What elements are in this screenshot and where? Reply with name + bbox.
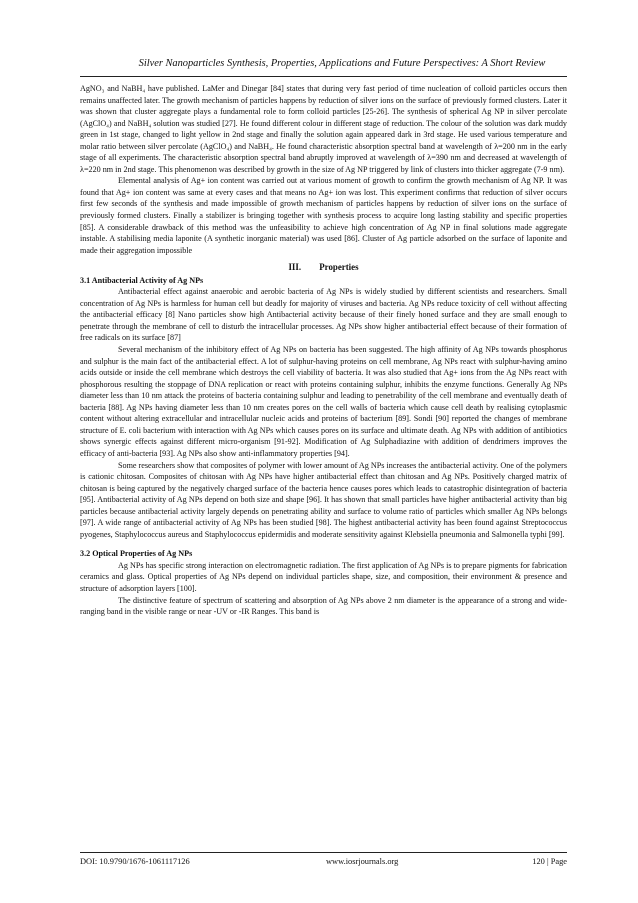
paragraph-antibacterial-effect: Antibacterial effect against anaerobic and aerobic bacteria of Ag NPs is widely studied by different scientists and researchers. Small concentration of Ag NPs is harmless for human cell but deadly for majority of viruses and bacteria. Ag NPs reduce toxicity of cell without affecting the antibacterial efficacy [8] Nano particles show high Antibacterial activity because of their finely honed surface and they are small enough to penetrate through the membrane of cell to disturb the intracellular processes. Ag NPs show higher antibacterial effect because of their formation of free radicals on its surface [87]: [80, 287, 567, 343]
subsection-heading-optical: 3.2 Optical Properties of Ag NPs: [80, 549, 193, 559]
running-header: Silver Nanoparticles Synthesis, Properties, Applications and Future Perspectives: A Short Review: [138, 58, 546, 69]
footer-doi: DOI: 10.9790/1676-1061117126: [80, 857, 190, 866]
paragraph-elemental-analysis: Elemental analysis of Ag+ ion content was carried out at various moment of growth to confirm the growth mechanism of Ag NP. It was found that Ag+ ion content was same at every cases and that means no Ag+ ion was lost. This experiment confirms that reduction of silver occurs first few seconds of the synthesis and made impossible of growth mechanism of particles happens by reduction of silver ions on the surface of previously formed clusters. Finally a stabilizer is bringing together with synthesis process to acquire long lasting stability and specific properties [85]. A considerable drawback of this method was the unfeasibility to achieve high concentration of Ag NP in final solutions made aggregate instable. A stabilising media laponite (A synthetic inorganic material) was used [86]. Cluster of Ag particle adsorbed on the surface of laponite and made their aggregation impossible: [80, 176, 567, 255]
paragraph-inhibitory-mechanism: Several mechanism of the inhibitory effect of Ag NPs on bacteria has been suggested. The high affinity of Ag NPs towards phosphorus and sulphur is the main fact of the antibacterial effect. A lot of sulphur-having proteins on cell membrane, Ag NPs react with sulphur-having amino acids outside or inside the cell membrane which destroys the cell viability of bacteria. It was also studied that Ag+ ions from the Ag NPs react with phosphorous resulting the stoppage of DNA replication or react with proteins containing sulphur, inhibits the enzyme functions. Generally Ag NPs diameter less than 10 nm attack the proteins of bacteria containing sulphur and leading to penetrability of the cell membrane and eventually death of bacteria [88]. Ag NPs having diameter less than 10 nm creates pores on the cell walls of bacteria which cause cell death by realising cytoplasmic content without altering extracellular and intracellular nucleic acids and proteins of bacterium [89]. Sondi [90] reported the changes of membrane structure of E. coli bacterium with interaction with Ag NPs which causes pores on its surface and ultimate death. Ag NPs with addition of antibiotics shows synergic effects against different micro-organism [91-92]. Modification of Ag Sulphadiazine with addition of dendrimers improves the efficacy of anti-bacteria [93]. Ag NPs also show anti-inflammatory properties [94].: [80, 345, 567, 458]
paragraph-spectrum: The distinctive feature of spectrum of scattering and absorption of Ag NPs above 2 nm diameter is the appearance of a strong and wide-ranging band in the visible range or near -UV or -IR Ranges. This band is: [80, 595, 567, 617]
section-heading-properties: III. Properties: [288, 262, 359, 273]
footer-rule: [80, 852, 567, 853]
article-body: [80, 83, 567, 618]
subsection-heading-antibacterial: 3.1 Antibacterial Activity of Ag NPs: [80, 275, 204, 285]
footer-website-link[interactable]: www.iosrjournals.org: [326, 857, 399, 866]
header-rule: [80, 76, 567, 77]
page-footer: [80, 857, 567, 870]
paragraph-gap: [80, 540, 567, 548]
paragraph-polymer-composites: Some researchers show that composites of polymer with lower amount of Ag NPs increases the antibacterial activity. One of the polymers is cationic chitosan. Composites of chitosan with Ag NPs have higher antibacterial effect than chitosan and Ag NPs. Positively charged matrix of chitosan is being captured by the negatively charged surface of the bacteria hence causes pores which leads to catastrophic disintegration of bacteria [95]. Antibacterial activity of Ag NPs depend on both size and shape [96]. It has shown that small particles have higher antibacterial activity than big particles because antibacterial activity largely depends on penetrating ability and surface to volume ratio of particles which smaller Ag NPs belongs [97]. A wide range of antibacterial activity of Ag NPs has been studied [98]. The highest antibacterial activity has been found against Streptococcus pyogenes, Staphylococcus aureus and Staphylococcus epidermidis and moderate sensitivity against Klebsiella pneumonia and Salmonella typhi [99].: [80, 460, 567, 539]
paragraph-synthesis: AgNO₃ and NaBH₄ have published. LaMer and Dinegar [84] states that during very fast period of time nucleation of colloid particles occurs then remains unaffected later. The growth mechanism of particles happens by reduction of silver ions on the surface of previously formed clusters. Later it was shown that cluster aggregate plays a fundamental role to form colloid particles [25-26]. The synthesis of spherical Ag NP in silver percolate (AgClO₄) and NaBH₄ solution was studied [27]. He found different colour in different stage of reduction. The colour of the solution was dark muddy green in 1st stage, changed to light yellow in 2nd stage and finally the solution again appeared dark in 3rd stage. He used various temperature and molar ratio between silver percolate (AgClO₄) and NaBH₄. He found characteristic absorption spectral band at wavelength of λ=200 nm in the early stage of all experiments. The characteristic absorption spectral band abruptly improved at wavelength of λ=390 nm and decreased at wavelength of λ=220 nm in 2nd stage. This phenomenon was described by growth in the size of Ag NP triggered by link of clusters into thicker aggregate (7-9 nm).: [80, 84, 567, 174]
footer-page-number: 120 | Page: [532, 857, 567, 866]
paragraph-optical-interaction: Ag NPs has specific strong interaction on electromagnetic radiation. The first application of Ag NPs is to prepare pigments for fabrication ceramics and glass. Optical properties of Ag NPs depend on individual particles shape, size, and composition, their environment & presence and structure of adsorption layers [100].: [80, 560, 567, 593]
